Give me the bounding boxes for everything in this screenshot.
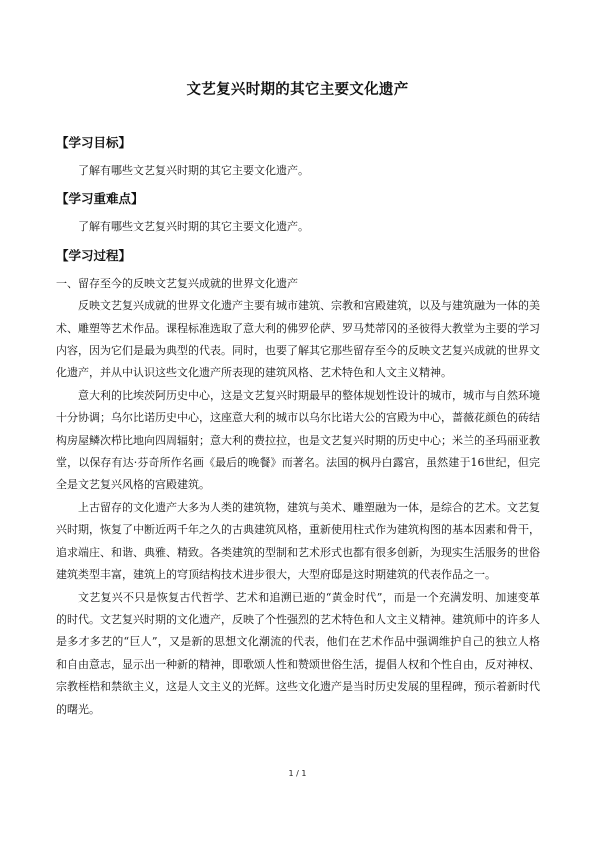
document-body bbox=[56, 130, 540, 721]
process-subheading: 一、留存至今的反映文艺复兴成就的世界文化遗产 bbox=[56, 276, 298, 290]
process-heading: 【学习过程】 bbox=[56, 247, 132, 263]
key-points-text: 了解有哪些文艺复兴时期的其它主要文化遗产。 bbox=[78, 220, 309, 234]
goal-heading: 【学习目标】 bbox=[56, 135, 132, 150]
process-paragraph: 文艺复兴不只是恢复古代哲学、艺术和追溯已逝的“黄金时代”，而是一个充满发明、加速变革的时代。文艺复兴时期的文化遗产，反映了个性强烈的艺术特色和人文主义精神。建筑师中的许多人是多才多艺的“巨人”，又是新的思想文化潮流的代表，他们在艺术作品中强调维护自己的独立人格和自由意志，显示出一种新的精神，即歌颂人性和赞颂世俗生活，提倡人权和个性自由，反对神权、宗教桎梏和禁欲主义，这是人文主义的光辉。这些文化遗产是当时历史发展的里程碑，预示着新时代的曙光。 bbox=[56, 590, 540, 716]
page-title: 文艺复兴时期的其它主要文化遗产 bbox=[186, 82, 409, 98]
process-paragraph: 反映文艺复兴成就的世界文化遗产主要有城市建筑、宗教和宫殿建筑，以及与建筑融为一体的美术、雕塑等艺术作品。课程标准选取了意大利的佛罗伦萨、罗马梵蒂冈的圣彼得大教堂为主要的学习内容，因为它们是最为典型的代表。同时，也要了解其它那些留存至今的反映文艺复兴成就的世界文化遗产，并从中认识这些文化遗产所表现的建筑风格、艺术特色和人文主义精神。 bbox=[56, 299, 540, 380]
process-paragraph: 意大利的比埃茨阿历史中心，这是文艺复兴时期最早的整体规划性设计的城市，城市与自然环境十分协调；乌尔比诺历史中心，这座意大利的城市以乌尔比诺大公的宫殿为中心，蔷薇花颜色的砖结构房屋鳞次栉比地向四周辐射；意大利的费拉拉，也是文艺复兴时期的历史中心；米兰的圣玛丽亚教堂，以保存有达·芬奇所作名画《最后的晚餐》而著名。法国的枫丹白露宫，虽然建于16世纪，但完全是文艺复兴风格的宫殿建筑。 bbox=[56, 388, 540, 492]
process-paragraph: 上古留存的文化遗产大多为人类的建筑物，建筑与美术、雕塑融为一体，是综合的艺术。文艺复兴时期，恢复了中断近两千年之久的古典建筑风格，重新使用柱式作为建筑构图的基本因素和骨干，追求端庄、和谐、典雅、精致。各类建筑的型制和艺术形式也都有很多创新，为现实生活服务的世俗建筑类型丰富，建筑上的穹顶结构技术进步很大，大型府邸是这时期建筑的代表作品之一。 bbox=[56, 500, 540, 582]
key-points-heading: 【学习重难点】 bbox=[56, 191, 144, 207]
goal-text: 了解有哪些文艺复兴时期的其它主要文化遗产。 bbox=[78, 164, 309, 177]
page-number: 1 / 1 bbox=[288, 769, 307, 778]
